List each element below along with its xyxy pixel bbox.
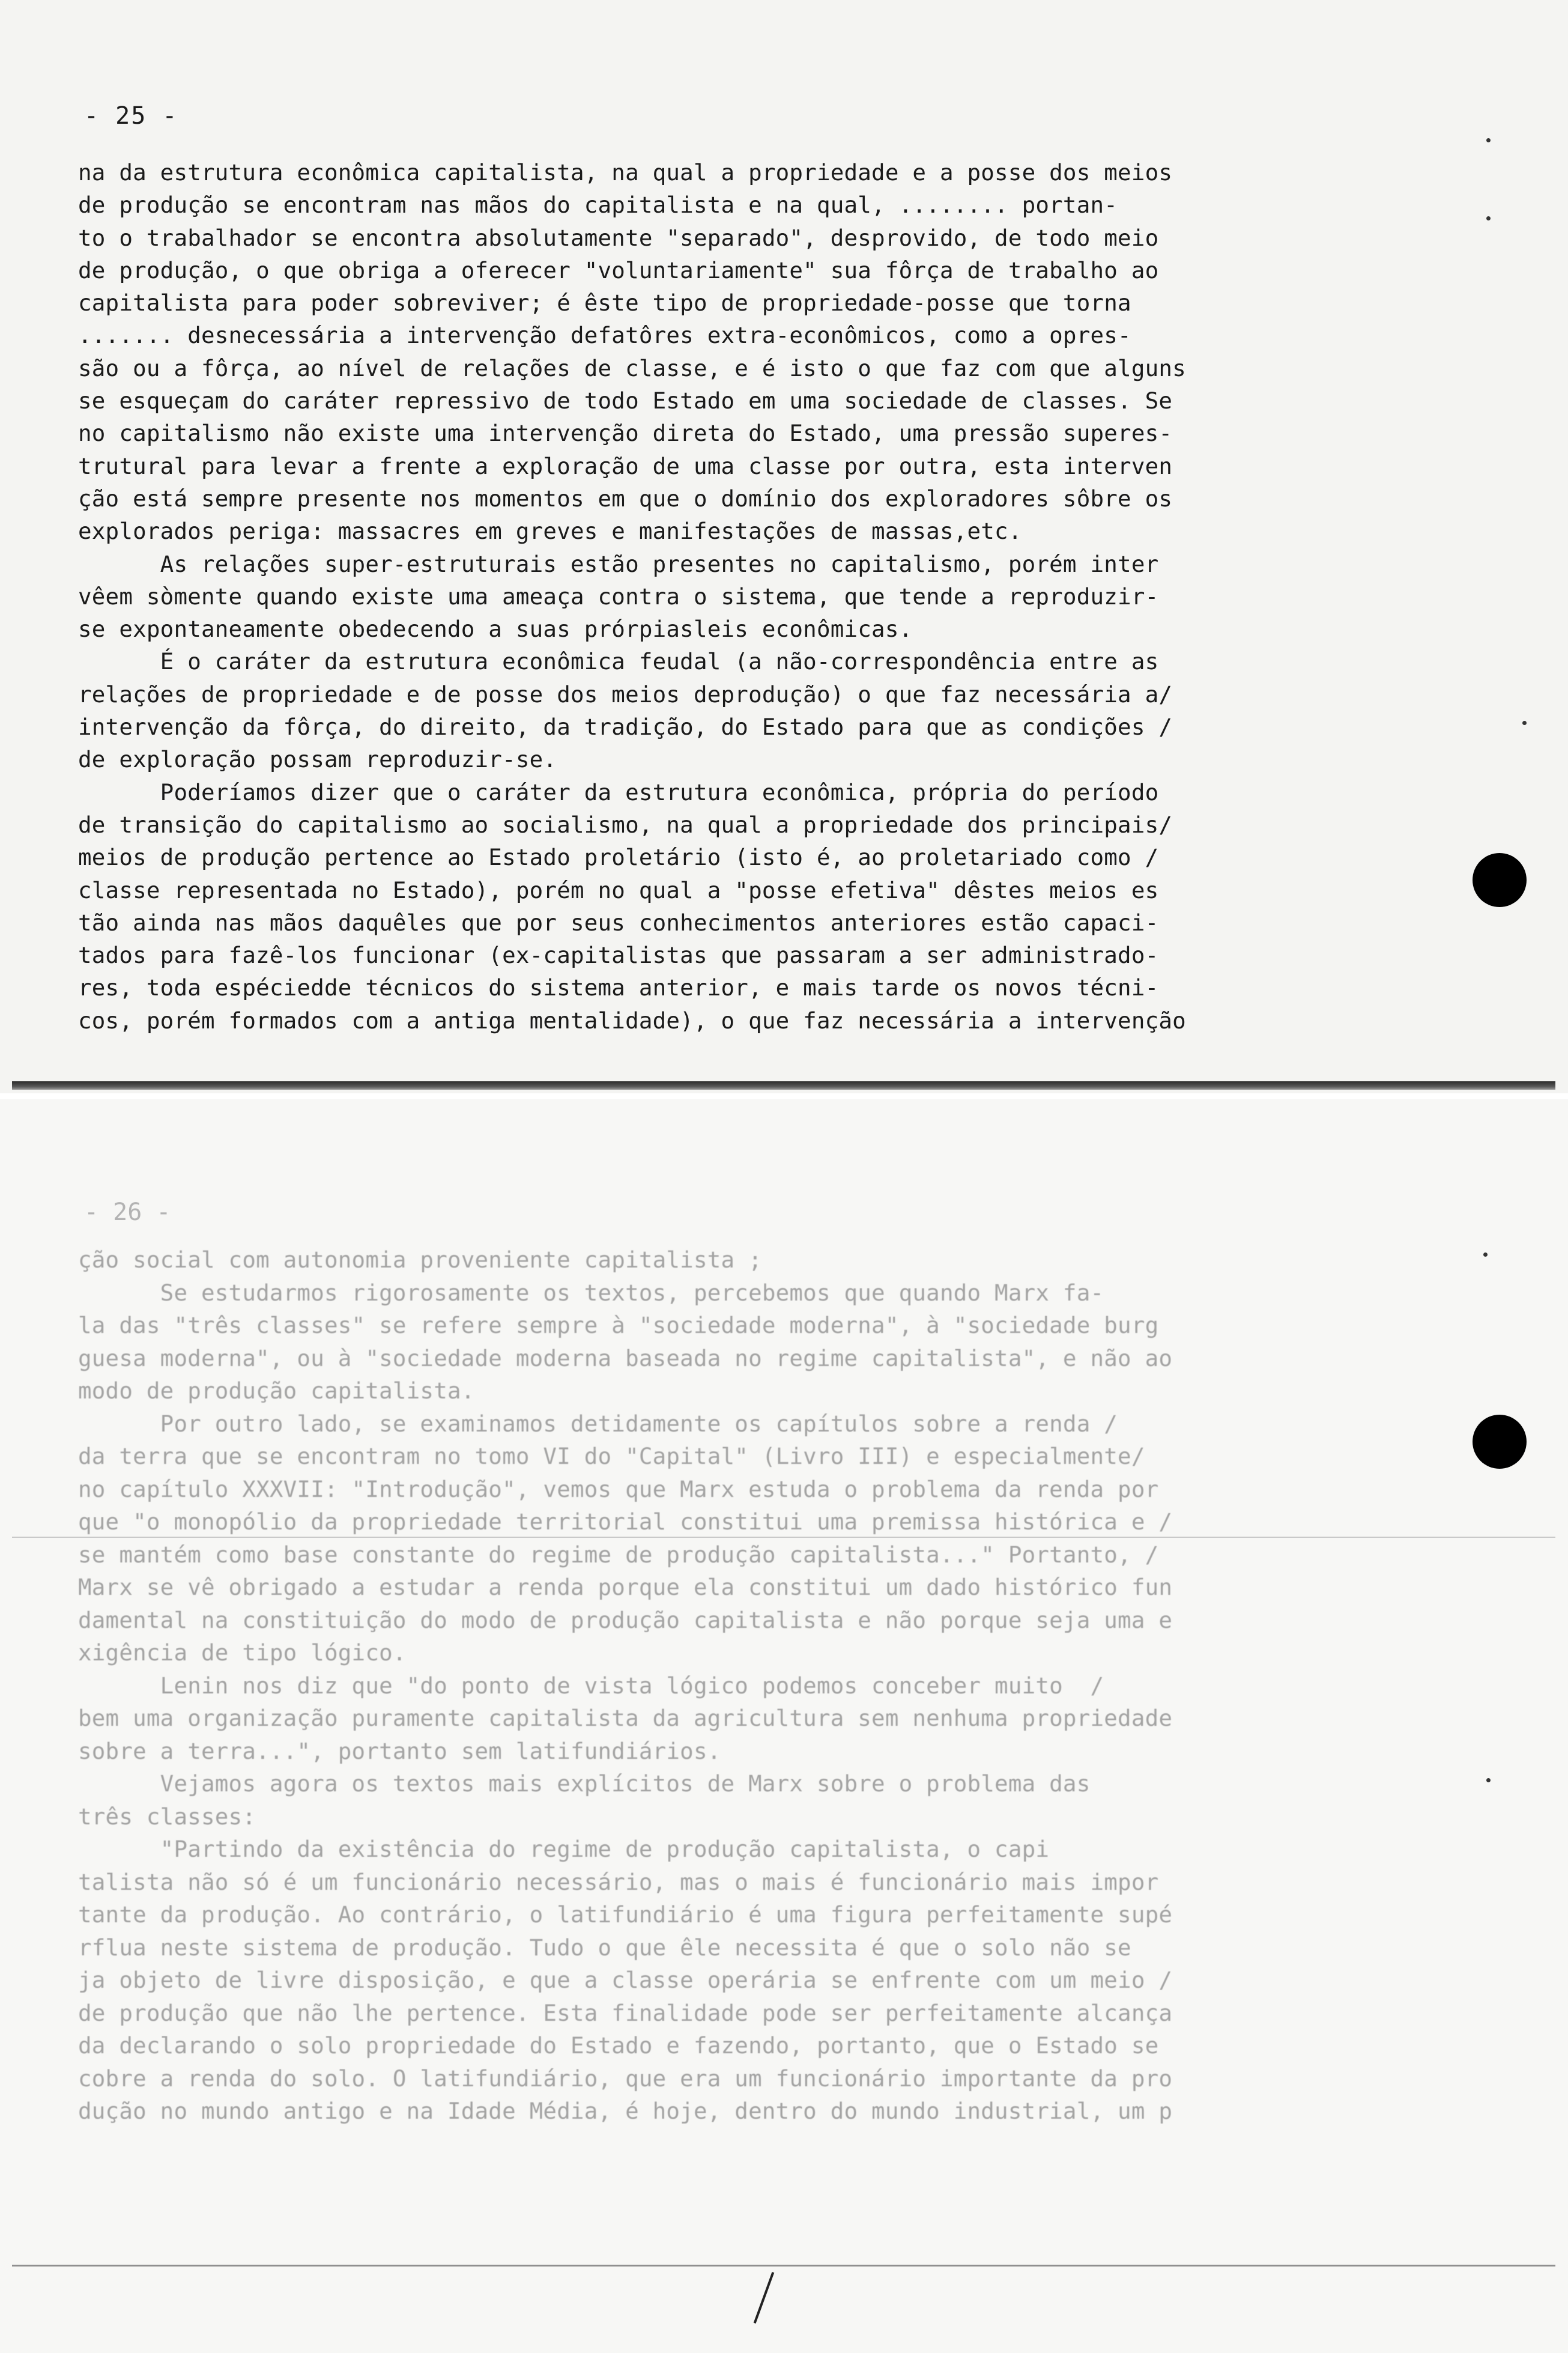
text-line: sobre a terra...", portanto sem latifundiários. — [78, 1737, 721, 1764]
text-line: cobre a renda do solo. O latifundiário, que era um funcionário importante da pro — [78, 2065, 1173, 2092]
text-line: se esqueçam do caráter repressivo de todo Estado em uma sociedade de classes. Se — [78, 387, 1173, 414]
text-line: Lenin nos diz que "do ponto de vista lógico podemos conceber muito / — [78, 1672, 1104, 1699]
bottom-edge-line — [12, 2265, 1555, 2266]
text-line: Poderíamos dizer que o caráter da estrutura econômica, própria do período — [78, 779, 1159, 806]
text-line: da terra que se encontram no tomo VI do "Capital" (Livro III) e especialmente/ — [78, 1443, 1145, 1469]
text-line: Marx se vê obrigado a estudar a renda porque ela constitui um dado histórico fun — [78, 1574, 1173, 1600]
text-line: de transição do capitalismo ao socialismo, na qual a propriedade dos principais/ — [78, 811, 1173, 838]
text-line: Vejamos agora os textos mais explícitos de Marx sobre o problema das — [78, 1770, 1091, 1797]
speck-mark — [1522, 721, 1527, 725]
text-line: talista não só é um funcionário necessário, mas o mais é funcionário mais impor — [78, 1868, 1159, 1895]
text-line: ção está sempre presente nos momentos em que o domínio dos exploradores sôbre os — [78, 485, 1173, 512]
text-line: É o caráter da estrutura econômica feudal (a não-correspondência entre as — [78, 648, 1159, 675]
text-line: Por outro lado, se examinamos detidamente os capítulos sobre a renda / — [78, 1410, 1118, 1437]
text-line: guesa moderna", ou à "sociedade moderna baseada no regime capitalista", e não ao — [78, 1344, 1173, 1371]
text-line: explorados periga: massacres em greves e manifestações de massas,etc. — [78, 518, 1022, 545]
text-line: intervenção da fôrça, do direito, da tradição, do Estado para que as condições / — [78, 714, 1173, 741]
text-line: rflua neste sistema de produção. Tudo o que êle necessita é que o solo não se — [78, 1934, 1131, 1961]
page-divider — [12, 1081, 1555, 1090]
text-line: capitalista para poder sobreviver; é êste tipo de propriedade-posse que torna — [78, 290, 1131, 317]
speck-mark — [1486, 216, 1491, 220]
text-line: de produção, o que obriga a oferecer "voluntariamente" sua fôrça de trabalho ao — [78, 257, 1159, 284]
text-line: damental na constituição do modo de produção capitalista e não porque seja uma e — [78, 1606, 1173, 1633]
text-line: dução no mundo antigo e na Idade Média, é hoje, dentro do mundo industrial, um p — [78, 2098, 1173, 2124]
punch-hole-top — [1473, 853, 1527, 907]
text-line: ja objeto de livre disposição, e que a classe operária se enfrente com um meio / — [78, 1967, 1173, 1993]
text-line: ção social com autonomia proveniente capitalista ; — [78, 1246, 762, 1273]
text-line: to o trabalhador se encontra absolutamente "separado", desprovido, de todo meio — [78, 224, 1159, 251]
text-line: res, toda espéciedde técnicos do sistema anterior, e mais tarde os novos técni- — [78, 974, 1159, 1001]
speck-mark — [1486, 138, 1491, 142]
text-line: três classes: — [78, 1803, 256, 1830]
text-line: tados para fazê-los funcionar (ex-capitalistas que passaram a ser administrado- — [78, 942, 1159, 969]
speck-mark — [1483, 1252, 1488, 1257]
text-line: na da estrutura econômica capitalista, na qual a propriedade e a posse dos meios — [78, 159, 1173, 186]
text-line: relações de propriedade e de posse dos meios deprodução) o que faz necessária a/ — [78, 681, 1173, 708]
text-line: tão ainda nas mãos daquêles que por seus conhecimentos anteriores estão capaci- — [78, 909, 1159, 936]
text-line: de produção que não lhe pertence. Esta finalidade pode ser perfeitamente alcança — [78, 1999, 1173, 2026]
text-line: xigência de tipo lógico. — [78, 1639, 407, 1666]
text-line: bem uma organização puramente capitalista da agricultura sem nenhuma propriedade — [78, 1705, 1173, 1731]
punch-hole-bottom — [1473, 1415, 1527, 1469]
text-line: meios de produção pertence ao Estado proletário (isto é, ao proletariado como / — [78, 844, 1159, 871]
text-line: trutural para levar a frente a exploração de uma classe por outra, esta interven — [78, 452, 1173, 479]
text-line: de exploração possam reproduzir-se. — [78, 746, 557, 773]
text-line: modo de produção capitalista. — [78, 1377, 475, 1404]
text-line: que "o monopólio da propriedade territorial constitui uma premissa histórica e / — [78, 1508, 1173, 1535]
text-line: no capitalismo não existe uma intervenção direta do Estado, uma pressão superes- — [78, 420, 1173, 447]
text-line: são ou a fôrça, ao nível de relações de classe, e é isto o que faz com que alguns — [78, 354, 1186, 381]
text-line: de produção se encontram nas mãos do capitalista e na qual, ........ portan- — [78, 192, 1118, 219]
text-line: As relações super-estruturais estão presentes no capitalismo, porém inter — [78, 550, 1159, 577]
text-line: da declarando o solo propriedade do Estado e fazendo, portanto, que o Estado se — [78, 2032, 1159, 2059]
bottom-page-text — [78, 1243, 1363, 2128]
text-line: se mantém como base constante do regime de produção capitalista..." Portanto, / — [78, 1541, 1159, 1568]
text-line: classe representada no Estado), porém no qual a "posse efetiva" dêstes meios es — [78, 876, 1159, 903]
text-line: vêem sòmente quando existe uma ameaça contra o sistema, que tende a reproduzir- — [78, 583, 1159, 610]
speck-mark — [1486, 1778, 1491, 1782]
faint-page-number: - 26 - — [84, 1198, 171, 1226]
top-page-text — [78, 156, 1363, 1037]
text-line: "Partindo da existência do regime de produção capitalista, o capi — [78, 1836, 1050, 1862]
text-line: ....... desnecessária a intervenção defatôres extra-econômicos, como a opres- — [78, 322, 1131, 349]
text-line: no capítulo XXXVII: "Introdução", vemos que Marx estuda o problema da renda por — [78, 1475, 1159, 1502]
text-line: la das "três classes" se refere sempre à "sociedade moderna", à "sociedade burg — [78, 1312, 1159, 1338]
page-number: - 25 - — [84, 102, 178, 130]
text-line: se expontaneamente obedecendo a suas prórpiasleis econômicas. — [78, 616, 913, 643]
text-line: tante da produção. Ao contrário, o latifundiário é uma figura perfeitamente supé — [78, 1901, 1173, 1928]
text-line: Se estudarmos rigorosamente os textos, percebemos que quando Marx fa- — [78, 1279, 1104, 1306]
text-line: cos, porém formados com a antiga mentalidade), o que faz necessária a intervenção — [78, 1007, 1186, 1034]
